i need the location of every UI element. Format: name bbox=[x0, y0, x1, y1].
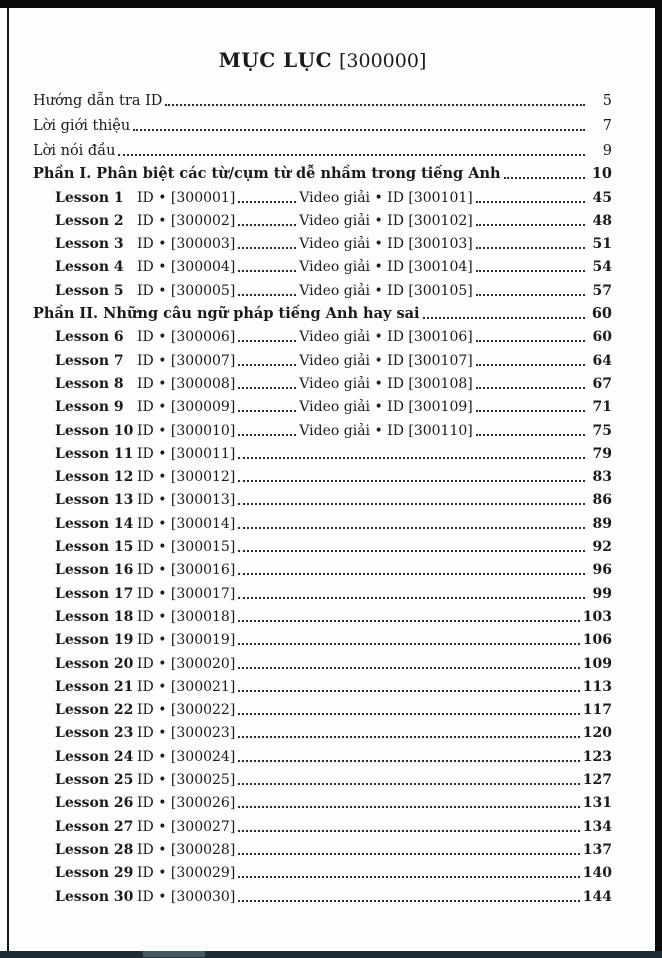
section-heading-label: Phần I. Phân biệt các từ/cụm từ dễ nhầm trong tiếng Anh bbox=[33, 165, 501, 183]
lesson-id: ID • [300018] bbox=[137, 608, 236, 625]
dotted-leader bbox=[238, 434, 296, 436]
toc-page bbox=[33, 48, 612, 906]
lesson-label: Lesson 1 bbox=[55, 189, 124, 206]
lesson-video-id: Video giải • ID [300104] bbox=[299, 259, 473, 276]
lesson-label: Lesson 15 bbox=[55, 539, 134, 556]
dotted-leader bbox=[238, 597, 585, 599]
dotted-leader bbox=[238, 410, 296, 412]
page-number: 99 bbox=[592, 585, 612, 602]
lesson-label: Lesson 21 bbox=[55, 678, 134, 695]
lesson-label: Lesson 14 bbox=[55, 515, 134, 532]
dotted-leader bbox=[238, 457, 585, 459]
dotted-leader bbox=[423, 317, 585, 319]
lesson-id: ID • [300003] bbox=[137, 236, 236, 253]
page-number: 92 bbox=[592, 539, 612, 556]
toc-entry bbox=[33, 110, 612, 135]
toc-lesson-entry bbox=[33, 276, 612, 299]
dotted-leader bbox=[238, 620, 579, 622]
dotted-leader bbox=[476, 247, 585, 249]
page-number: 86 bbox=[592, 492, 612, 509]
toc-lesson-entry bbox=[33, 696, 612, 719]
lesson-id: ID • [300006] bbox=[137, 329, 236, 346]
lesson-id: ID • [300016] bbox=[137, 562, 236, 579]
lesson-label: Lesson 27 bbox=[55, 818, 134, 835]
lesson-label: Lesson 29 bbox=[55, 865, 134, 882]
lesson-label: Lesson 24 bbox=[55, 748, 134, 765]
dotted-leader bbox=[238, 270, 296, 272]
page-number: 10 bbox=[591, 165, 612, 183]
page-number: 57 bbox=[592, 282, 612, 299]
lesson-id: ID • [300005] bbox=[137, 282, 236, 299]
page-number: 67 bbox=[592, 375, 612, 392]
page-number: 117 bbox=[582, 702, 612, 719]
lesson-label: Lesson 25 bbox=[55, 772, 134, 789]
toc-lesson-entry bbox=[33, 440, 612, 463]
lesson-label: Lesson 17 bbox=[55, 585, 134, 602]
lesson-id: ID • [300022] bbox=[137, 702, 236, 719]
lesson-label: Lesson 12 bbox=[55, 469, 134, 486]
page-number: 60 bbox=[592, 329, 612, 346]
toc-lesson-entry bbox=[33, 323, 612, 346]
lesson-id: ID • [300021] bbox=[137, 678, 236, 695]
toc-lesson-entry bbox=[33, 346, 612, 369]
toc-lesson-entry bbox=[33, 486, 612, 509]
dotted-leader bbox=[238, 503, 585, 505]
lesson-id: ID • [300023] bbox=[137, 725, 236, 742]
page-number: 144 bbox=[582, 888, 612, 905]
lesson-label: Lesson 7 bbox=[55, 352, 124, 369]
lesson-video-id: Video giải • ID [300110] bbox=[299, 422, 473, 439]
toc-lesson-entry bbox=[33, 416, 612, 439]
page-number: 134 bbox=[582, 818, 612, 835]
lesson-id: ID • [300001] bbox=[137, 189, 236, 206]
lesson-video-id: Video giải • ID [300102] bbox=[299, 212, 473, 229]
toc-lesson-entry bbox=[33, 719, 612, 742]
lesson-id: ID • [300017] bbox=[137, 585, 236, 602]
page-number: 64 bbox=[592, 352, 612, 369]
section-heading-label: Phần II. Những câu ngữ pháp tiếng Anh hay sai bbox=[33, 305, 420, 323]
page-title bbox=[33, 48, 612, 73]
lesson-id: ID • [300030] bbox=[137, 888, 236, 905]
toc-list bbox=[33, 85, 612, 906]
toc-lesson-entry bbox=[33, 230, 612, 253]
lesson-label: Lesson 20 bbox=[55, 655, 134, 672]
page-number: 103 bbox=[582, 608, 612, 625]
lesson-id: ID • [300026] bbox=[137, 795, 236, 812]
lesson-id: ID • [300020] bbox=[137, 655, 236, 672]
dotted-leader bbox=[238, 573, 585, 575]
lesson-id: ID • [300027] bbox=[137, 818, 236, 835]
page-number: 51 bbox=[592, 236, 612, 253]
page-number: 106 bbox=[582, 632, 612, 649]
dotted-leader bbox=[238, 806, 579, 808]
page-number: 137 bbox=[582, 841, 612, 858]
lesson-label: Lesson 26 bbox=[55, 795, 134, 812]
lesson-id: ID • [300028] bbox=[137, 841, 236, 858]
page-number: 45 bbox=[592, 189, 612, 206]
dotted-leader bbox=[238, 690, 579, 692]
lesson-id: ID • [300002] bbox=[137, 212, 236, 229]
toc-lesson-entry bbox=[33, 579, 612, 602]
page-number: 113 bbox=[582, 678, 612, 695]
page-number: 120 bbox=[582, 725, 612, 742]
toc-lesson-entry bbox=[33, 556, 612, 579]
lesson-label: Lesson 4 bbox=[55, 259, 124, 276]
lesson-video-id: Video giải • ID [300106] bbox=[299, 329, 473, 346]
dotted-leader bbox=[118, 154, 585, 156]
toc-lesson-entry bbox=[33, 183, 612, 206]
lesson-label: Lesson 3 bbox=[55, 236, 124, 253]
dotted-leader bbox=[476, 270, 585, 272]
dotted-leader bbox=[476, 387, 585, 389]
dotted-leader bbox=[476, 364, 585, 366]
dotted-leader bbox=[238, 853, 579, 855]
dotted-leader bbox=[238, 643, 579, 645]
lesson-id: ID • [300025] bbox=[137, 772, 236, 789]
dotted-leader bbox=[238, 340, 296, 342]
toc-lesson-entry bbox=[33, 882, 612, 905]
lesson-label: Lesson 30 bbox=[55, 888, 134, 905]
entry-label: Lời giới thiệu bbox=[33, 118, 131, 134]
toc-lesson-entry bbox=[33, 626, 612, 649]
dotted-leader bbox=[238, 900, 579, 902]
dotted-leader bbox=[238, 876, 579, 878]
page-number: 7 bbox=[602, 118, 612, 134]
toc-lesson-entry bbox=[33, 673, 612, 696]
dotted-leader bbox=[238, 830, 579, 832]
toc-lesson-entry bbox=[33, 742, 612, 765]
page-number: 96 bbox=[592, 562, 612, 579]
dotted-leader bbox=[238, 480, 585, 482]
lesson-id: ID • [300008] bbox=[137, 375, 236, 392]
dotted-leader bbox=[238, 667, 579, 669]
dotted-leader bbox=[504, 177, 585, 179]
toc-section-heading bbox=[33, 160, 612, 183]
page-title-code: [300000] bbox=[339, 50, 427, 72]
toc-entry bbox=[33, 85, 612, 110]
lesson-id: ID • [300010] bbox=[137, 422, 236, 439]
lesson-video-id: Video giải • ID [300108] bbox=[299, 375, 473, 392]
toc-lesson-entry bbox=[33, 509, 612, 532]
dotted-leader bbox=[476, 434, 585, 436]
page-number: 89 bbox=[592, 515, 612, 532]
dotted-leader bbox=[476, 340, 585, 342]
page-number: 71 bbox=[592, 399, 612, 416]
lesson-label: Lesson 8 bbox=[55, 375, 124, 392]
dotted-leader bbox=[476, 294, 585, 296]
scan-border-bottom bbox=[0, 951, 662, 958]
toc-lesson-entry bbox=[33, 253, 612, 276]
dotted-leader bbox=[238, 783, 579, 785]
lesson-label: Lesson 9 bbox=[55, 399, 124, 416]
page-number: 79 bbox=[592, 445, 612, 462]
lesson-label: Lesson 6 bbox=[55, 329, 124, 346]
lesson-id: ID • [300015] bbox=[137, 539, 236, 556]
scan-border-right bbox=[655, 0, 662, 958]
toc-lesson-entry bbox=[33, 463, 612, 486]
dotted-leader bbox=[165, 104, 585, 106]
lesson-label: Lesson 2 bbox=[55, 212, 124, 229]
lesson-id: ID • [300024] bbox=[137, 748, 236, 765]
toc-lesson-entry bbox=[33, 393, 612, 416]
toc-lesson-entry bbox=[33, 649, 612, 672]
dotted-leader bbox=[238, 224, 296, 226]
toc-lesson-entry bbox=[33, 533, 612, 556]
toc-section-heading bbox=[33, 300, 612, 323]
lesson-id: ID • [300013] bbox=[137, 492, 236, 509]
lesson-label: Lesson 5 bbox=[55, 282, 124, 299]
dotted-leader bbox=[476, 224, 585, 226]
toc-lesson-entry bbox=[33, 370, 612, 393]
dotted-leader bbox=[238, 247, 296, 249]
lesson-id: ID • [300019] bbox=[137, 632, 236, 649]
page-number: 109 bbox=[582, 655, 612, 672]
lesson-label: Lesson 18 bbox=[55, 608, 134, 625]
page-number: 54 bbox=[592, 259, 612, 276]
lesson-id: ID • [300004] bbox=[137, 259, 236, 276]
lesson-id: ID • [300014] bbox=[137, 515, 236, 532]
scan-border-bottom-highlight bbox=[143, 951, 205, 957]
lesson-id: ID • [300029] bbox=[137, 865, 236, 882]
toc-entry bbox=[33, 135, 612, 160]
page-number: 140 bbox=[582, 865, 612, 882]
page-number: 83 bbox=[592, 469, 612, 486]
lesson-id: ID • [300011] bbox=[137, 445, 236, 462]
toc-lesson-entry bbox=[33, 207, 612, 230]
dotted-leader bbox=[238, 364, 296, 366]
dotted-leader bbox=[133, 129, 585, 131]
dotted-leader bbox=[238, 736, 579, 738]
dotted-leader bbox=[238, 713, 579, 715]
lesson-id: ID • [300009] bbox=[137, 399, 236, 416]
page-number: 123 bbox=[582, 748, 612, 765]
lesson-label: Lesson 23 bbox=[55, 725, 134, 742]
lesson-video-id: Video giải • ID [300103] bbox=[299, 236, 473, 253]
dotted-leader bbox=[238, 550, 585, 552]
dotted-leader bbox=[476, 410, 585, 412]
page-number: 5 bbox=[602, 93, 612, 109]
lesson-label: Lesson 19 bbox=[55, 632, 134, 649]
lesson-label: Lesson 22 bbox=[55, 702, 134, 719]
lesson-id: ID • [300012] bbox=[137, 469, 236, 486]
page-number: 127 bbox=[582, 772, 612, 789]
toc-lesson-entry bbox=[33, 812, 612, 835]
toc-lesson-entry bbox=[33, 766, 612, 789]
page-title-text: MỤC LỤC bbox=[218, 48, 333, 72]
lesson-label: Lesson 28 bbox=[55, 841, 134, 858]
dotted-leader bbox=[238, 527, 585, 529]
lesson-video-id: Video giải • ID [300105] bbox=[299, 282, 473, 299]
lesson-label: Lesson 13 bbox=[55, 492, 134, 509]
entry-label: Hướng dẫn tra ID bbox=[33, 93, 163, 109]
scan-border-left bbox=[7, 8, 9, 951]
page-number: 9 bbox=[602, 143, 612, 159]
lesson-video-id: Video giải • ID [300107] bbox=[299, 352, 473, 369]
page-number: 48 bbox=[592, 212, 612, 229]
lesson-id: ID • [300007] bbox=[137, 352, 236, 369]
lesson-label: Lesson 16 bbox=[55, 562, 134, 579]
dotted-leader bbox=[238, 294, 296, 296]
dotted-leader bbox=[238, 760, 579, 762]
lesson-video-id: Video giải • ID [300109] bbox=[299, 399, 473, 416]
toc-lesson-entry bbox=[33, 789, 612, 812]
dotted-leader bbox=[238, 201, 296, 203]
lesson-label: Lesson 10 bbox=[55, 422, 134, 439]
toc-lesson-entry bbox=[33, 836, 612, 859]
page-number: 60 bbox=[591, 305, 612, 323]
toc-lesson-entry bbox=[33, 603, 612, 626]
lesson-label: Lesson 11 bbox=[55, 445, 134, 462]
page-number: 131 bbox=[582, 795, 612, 812]
dotted-leader bbox=[238, 387, 296, 389]
dotted-leader bbox=[476, 201, 585, 203]
entry-label: Lời nói đầu bbox=[33, 143, 116, 159]
toc-lesson-entry bbox=[33, 859, 612, 882]
page-number: 75 bbox=[592, 422, 612, 439]
lesson-video-id: Video giải • ID [300101] bbox=[299, 189, 473, 206]
scan-border-top bbox=[0, 0, 662, 8]
